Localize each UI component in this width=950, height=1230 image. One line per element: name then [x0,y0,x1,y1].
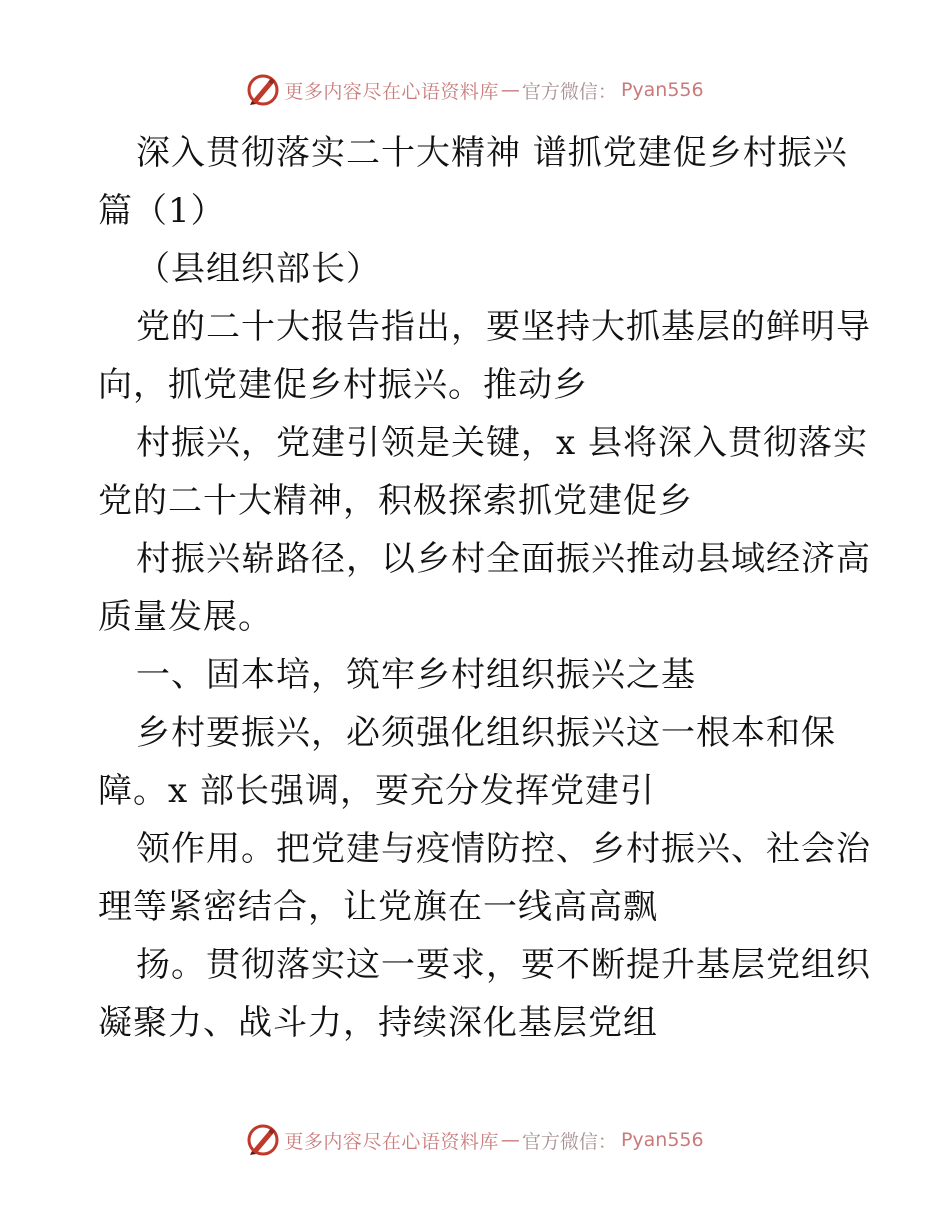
document-body [98,124,871,1052]
text-line: 深入贯彻落实二十大精神 谱抓党建促乡村振兴 [136,133,848,173]
watermark-handle: Pyan556 [620,1129,704,1151]
watermark-text: 更多内容尽在心语资料库 [284,80,499,103]
watermark-label: 官方微信： [521,1130,617,1153]
watermark-handle: Pyan556 [620,79,704,101]
pen-logo-icon [246,1123,280,1157]
text-line: 村振兴，党建引领是关键，x 县将深入贯彻落实 [136,423,868,463]
header-watermark [0,70,950,110]
text-line: 一、固本培，筑牢乡村组织振兴之基 [136,655,696,695]
watermark-dash: — [500,1129,520,1151]
pen-logo-icon [246,73,280,107]
watermark-text: 更多内容尽在心语资料库 [284,1130,499,1153]
text-line: 凝聚力、战斗力，持续深化基层党组 [98,1003,658,1043]
footer-watermark [0,1120,950,1160]
text-line: 村振兴崭路径，以乡村全面振兴推动县域经济高 [136,539,871,579]
text-line: 扬。贯彻落实这一要求，要不断提升基层党组织 [136,945,871,985]
text-line: 党的二十大精神，积极探索抓党建促乡 [98,481,693,521]
text-line: 质量发展。 [98,597,273,637]
text-line: 障。x 部长强调，要充分发挥党建引 [98,771,655,811]
text-line: 向，抓党建促乡村振兴。推动乡 [98,365,588,405]
watermark-dash: — [500,79,520,101]
text-line: 乡村要振兴，必须强化组织振兴这一根本和保 [136,713,836,753]
text-line: （县组织部长） [136,249,381,289]
text-line: 党的二十大报告指出，要坚持大抓基层的鲜明导 [136,307,871,347]
text-line: 篇（1） [98,191,226,231]
text-line: 领作用。把党建与疫情防控、乡村振兴、社会治 [136,829,871,869]
text-line: 理等紧密结合，让党旗在一线高高飘 [98,887,658,927]
watermark-label: 官方微信： [521,80,617,103]
